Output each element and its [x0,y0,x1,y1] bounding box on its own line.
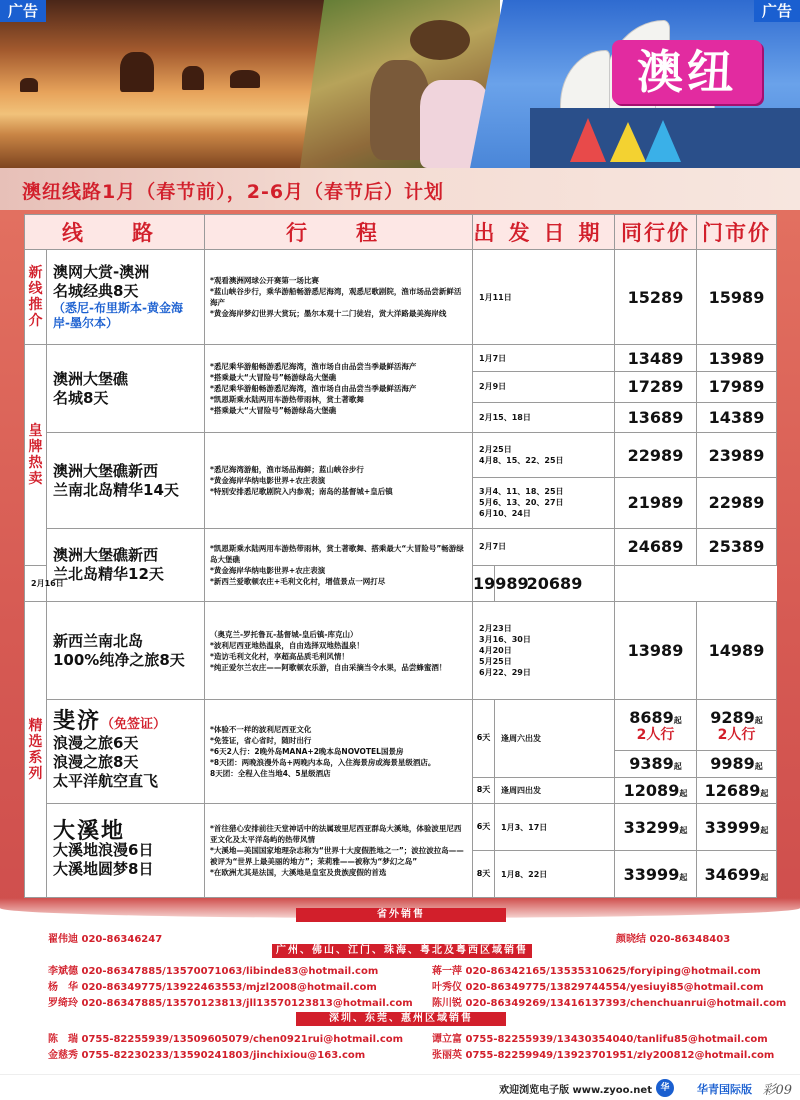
departure-date: 2月7日 [473,528,615,565]
retail-price: 22989 [697,477,777,528]
itinerary: *观看澳洲网球公开赛第一场比赛 *蓝山峡谷步行，乘华游船畅游悉尼海湾，观悉尼歌剧院，渔市场品尝新鲜活海产 *黄金海岸梦幻世界大赏玩；墨尔本观十二门徒岩，赏大洋路最美海岸线 [205,249,473,345]
trade-price: 19989 [473,565,495,602]
retail-price: 17989 [697,371,777,402]
retail-price: 25389 [697,528,777,565]
trade-price: 22989 [615,433,697,478]
itinerary: *体验不一样的波利尼西亚文化 *免签证，省心省时，随时出行 *6天2人行：2晚外岛MANA+2晚本岛NOVOTEL国景房 *8天团：两晚浪漫外岛+两晚内本岛，入住海景房或海景星级酒店。 8天团：全程入住当地4、5星级酒店 [205,700,473,804]
trade-price: 15289 [615,249,697,345]
retail-price: 9989起 [697,751,777,778]
contact-line: 金慈秀 0755-82230233/13590241803/jinchixiou@163.com [48,1050,366,1061]
route-name: 斐济（免签证） 浪漫之旅6天 浪漫之旅8天 太平洋航空直飞 [47,700,205,804]
subtitle: 澳纽线路1月（春节前），2-6月（春节后）计划 [22,181,445,203]
table-row [25,528,777,565]
duration-days: 6天 [473,700,495,777]
ad-label-right: 广告 [754,0,800,22]
contact-line: 谭立富 0755-82255939/13430354040/tanlifu85@hotmail.com [432,1034,768,1045]
departure-date: 2月25日 4月8、15、22、25日 [473,433,615,478]
route-name: 澳洲大堡礁新西 兰南北岛精华14天 [47,433,205,529]
subtitle-strip [0,168,800,210]
retail-price: 14389 [697,402,777,433]
departure-date: 2月23日 3月16、30日 4月20日 5月25日 6月22、29日 [473,602,615,700]
route-name: 大溪地 大溪地浪漫6日 大溪地圆梦8日 [47,804,205,898]
sales-bar-guangzhou: 广州、佛山、江门、珠海、粤北及粤西区域销售 [272,944,532,958]
banner [0,0,800,168]
trade-price: 33299起 [615,804,697,851]
trade-price: 12089起 [615,777,697,804]
route-name: 澳网大赏-澳洲 名城经典8天 （悉尼-布里斯本-黄金海岸-墨尔本） [47,249,205,345]
duration-days: 6天 [473,804,495,851]
trade-price: 8689起 2人行 [615,700,697,751]
route-name: 新西兰南北岛 100%纯净之旅8天 [47,602,205,700]
contact-line: 陈 瑞 0755-82255939/13509605079/chen0921rui@hotmail.com [48,1034,404,1045]
header-dates: 出发日期 [473,215,615,250]
retail-price: 14989 [697,602,777,700]
itinerary: （奥克兰-罗托鲁瓦-基督城-皇后镇-库克山） *波利尼西亚地热温泉，自由选择双地热温泉！ *造访毛利文化村，享超高品质毛利风情！ *纯正爱尔兰农庄——阿歌顿农乐游，自由采摘当令水果，品尝蜂蜜酒！ [205,602,473,700]
table-header-row [25,215,777,250]
departure-date: 1月7日 [473,345,615,372]
departure-date: 1月3、17日 [495,804,615,851]
contact-line: 杨 华 020-86349775/13922463553/mjzl2008@hotmail.com [48,982,377,993]
trade-price: 13689 [615,402,697,433]
retail-price: 23989 [697,433,777,478]
trade-price: 24689 [615,528,697,565]
trade-price: 13489 [615,345,697,372]
contact-line: 陈川锐 020-86349269/13416137393/chenchuanrui@hotmail.com [432,998,787,1009]
departure-date: 1月8、22日 [495,851,615,898]
contacts-section [0,898,800,1074]
category-select: 精选系列 [25,602,47,898]
footer [0,1074,800,1100]
departure-date: 逢周四出发 [495,777,615,804]
departure-date: 3月4、11、18、25日 5月6、13、20、27日 6月10、24日 [473,477,615,528]
contact-line: 罗绮玲 020-86347885/13570123813/jll13570123813@hotmail.com [48,998,413,1009]
retail-price: 13989 [697,345,777,372]
ad-label-left: 广告 [0,0,46,22]
page-number: 彩09 [762,1083,792,1098]
table-row [25,602,777,700]
route-name: 澳洲大堡礁 名城8天 [47,345,205,433]
contact-line: 翟伟迪 020-86346247 [48,934,163,945]
itinerary: *悉尼乘华游船畅游悉尼海湾，渔市场自由品尝当季最鲜活海产 *搭乘最大“大冒险号”畅游绿岛大堡礁 *悉尼乘华游船畅游悉尼海湾，渔市场自由品尝当季最鲜活海产 *凯恩斯乘水陆两用车游热带雨林，赏土著歌舞 *搭乘最大“大冒险号”畅游绿岛大堡礁 [205,345,473,433]
category-new: 新线推介 [25,249,47,345]
footer-website[interactable]: 欢迎浏览电子版 www.zyoo.net [499,1085,652,1096]
trade-price: 21989 [615,477,697,528]
sales-bar-outer: 省外销售 [296,908,506,922]
contact-line: 叶秀仪 020-86349775/13829744554/yesiuyi85@hotmail.com [432,982,764,993]
contact-line: 张丽英 0755-82259949/13923701951/zly200812@hotmail.com [432,1050,775,1061]
itinerary: *凯恩斯乘水陆两用车游热带雨林，赏土著歌舞、搭乘最大“大冒险号”畅游绿岛大堡礁 *黄金海岸华纳电影世界+农庄表演 *新西兰爱歌顿农庄+毛利文化村，增值景点一网打尽 [205,528,473,601]
itinerary: *首往猎心安排前往天堂神话中的法属玻里尼西亚群岛大溪地，体验波里尼西亚文化及太平洋岛屿的热带风情 *大溪地—美国国家地理杂志称为“世界十大度假胜地之一”；波拉波拉岛——被评为“世界上最美丽的地方”；茉莉雅——被称为“梦幻之岛” *在欧洲尤其是法国，大溪地是皇室及贵族度假的首选 [205,804,473,898]
departure-date: 1月11日 [473,249,615,345]
footer-brand: 华青国际版 [697,1083,752,1096]
trade-price: 33999起 [615,851,697,898]
kangaroo-photo [300,0,500,168]
coastline-photo [0,0,330,168]
contact-line: 颜晓结 020-86348403 [616,934,731,945]
departure-date: 逢周六出发 [495,700,615,777]
departure-date: 2月16日 [25,565,205,602]
banner-title: 澳纽 [612,40,762,104]
table-row [25,345,777,372]
table-row [25,249,777,345]
retail-price: 33999起 [697,804,777,851]
table-row [25,433,777,478]
trade-price: 17289 [615,371,697,402]
departure-date: 2月15、18日 [473,402,615,433]
header-itinerary: 行 程 [205,215,473,250]
trade-price: 13989 [615,602,697,700]
itinerary: *悉尼海湾游船，渔市场品海鲜；蓝山峡谷步行 *黄金海岸华纳电影世界+农庄表演 *特别安排悉尼歌剧院入内参观；南岛的基督城+皇后镇 [205,433,473,529]
retail-price: 12689起 [697,777,777,804]
header-route: 线 路 [25,215,205,250]
retail-price: 34699起 [697,851,777,898]
duration-days: 8天 [473,777,495,804]
contact-line: 蒋一萍 020-86342165/13535310625/foryiping@hotmail.com [432,966,761,977]
table-row [25,804,777,851]
route-name: 澳洲大堡礁新西 兰北岛精华12天 [47,528,205,601]
retail-price: 20689 [495,565,615,602]
trade-price: 9389起 [615,751,697,778]
category-brand: 皇牌热卖 [25,345,47,565]
route-table [24,214,777,898]
header-trade-price: 同行价 [615,215,697,250]
brand-logo-icon: 华 [656,1079,674,1097]
retail-price: 9289起 2人行 [697,700,777,751]
header-retail-price: 门市价 [697,215,777,250]
duration-days: 8天 [473,851,495,898]
contact-line: 李斌德 020-86347885/13570071063/libinde83@hotmail.com [48,966,379,977]
departure-date: 2月9日 [473,371,615,402]
table-row [25,700,777,751]
retail-price: 15989 [697,249,777,345]
sales-bar-shenzhen: 深圳、东莞、惠州区域销售 [296,1012,506,1026]
